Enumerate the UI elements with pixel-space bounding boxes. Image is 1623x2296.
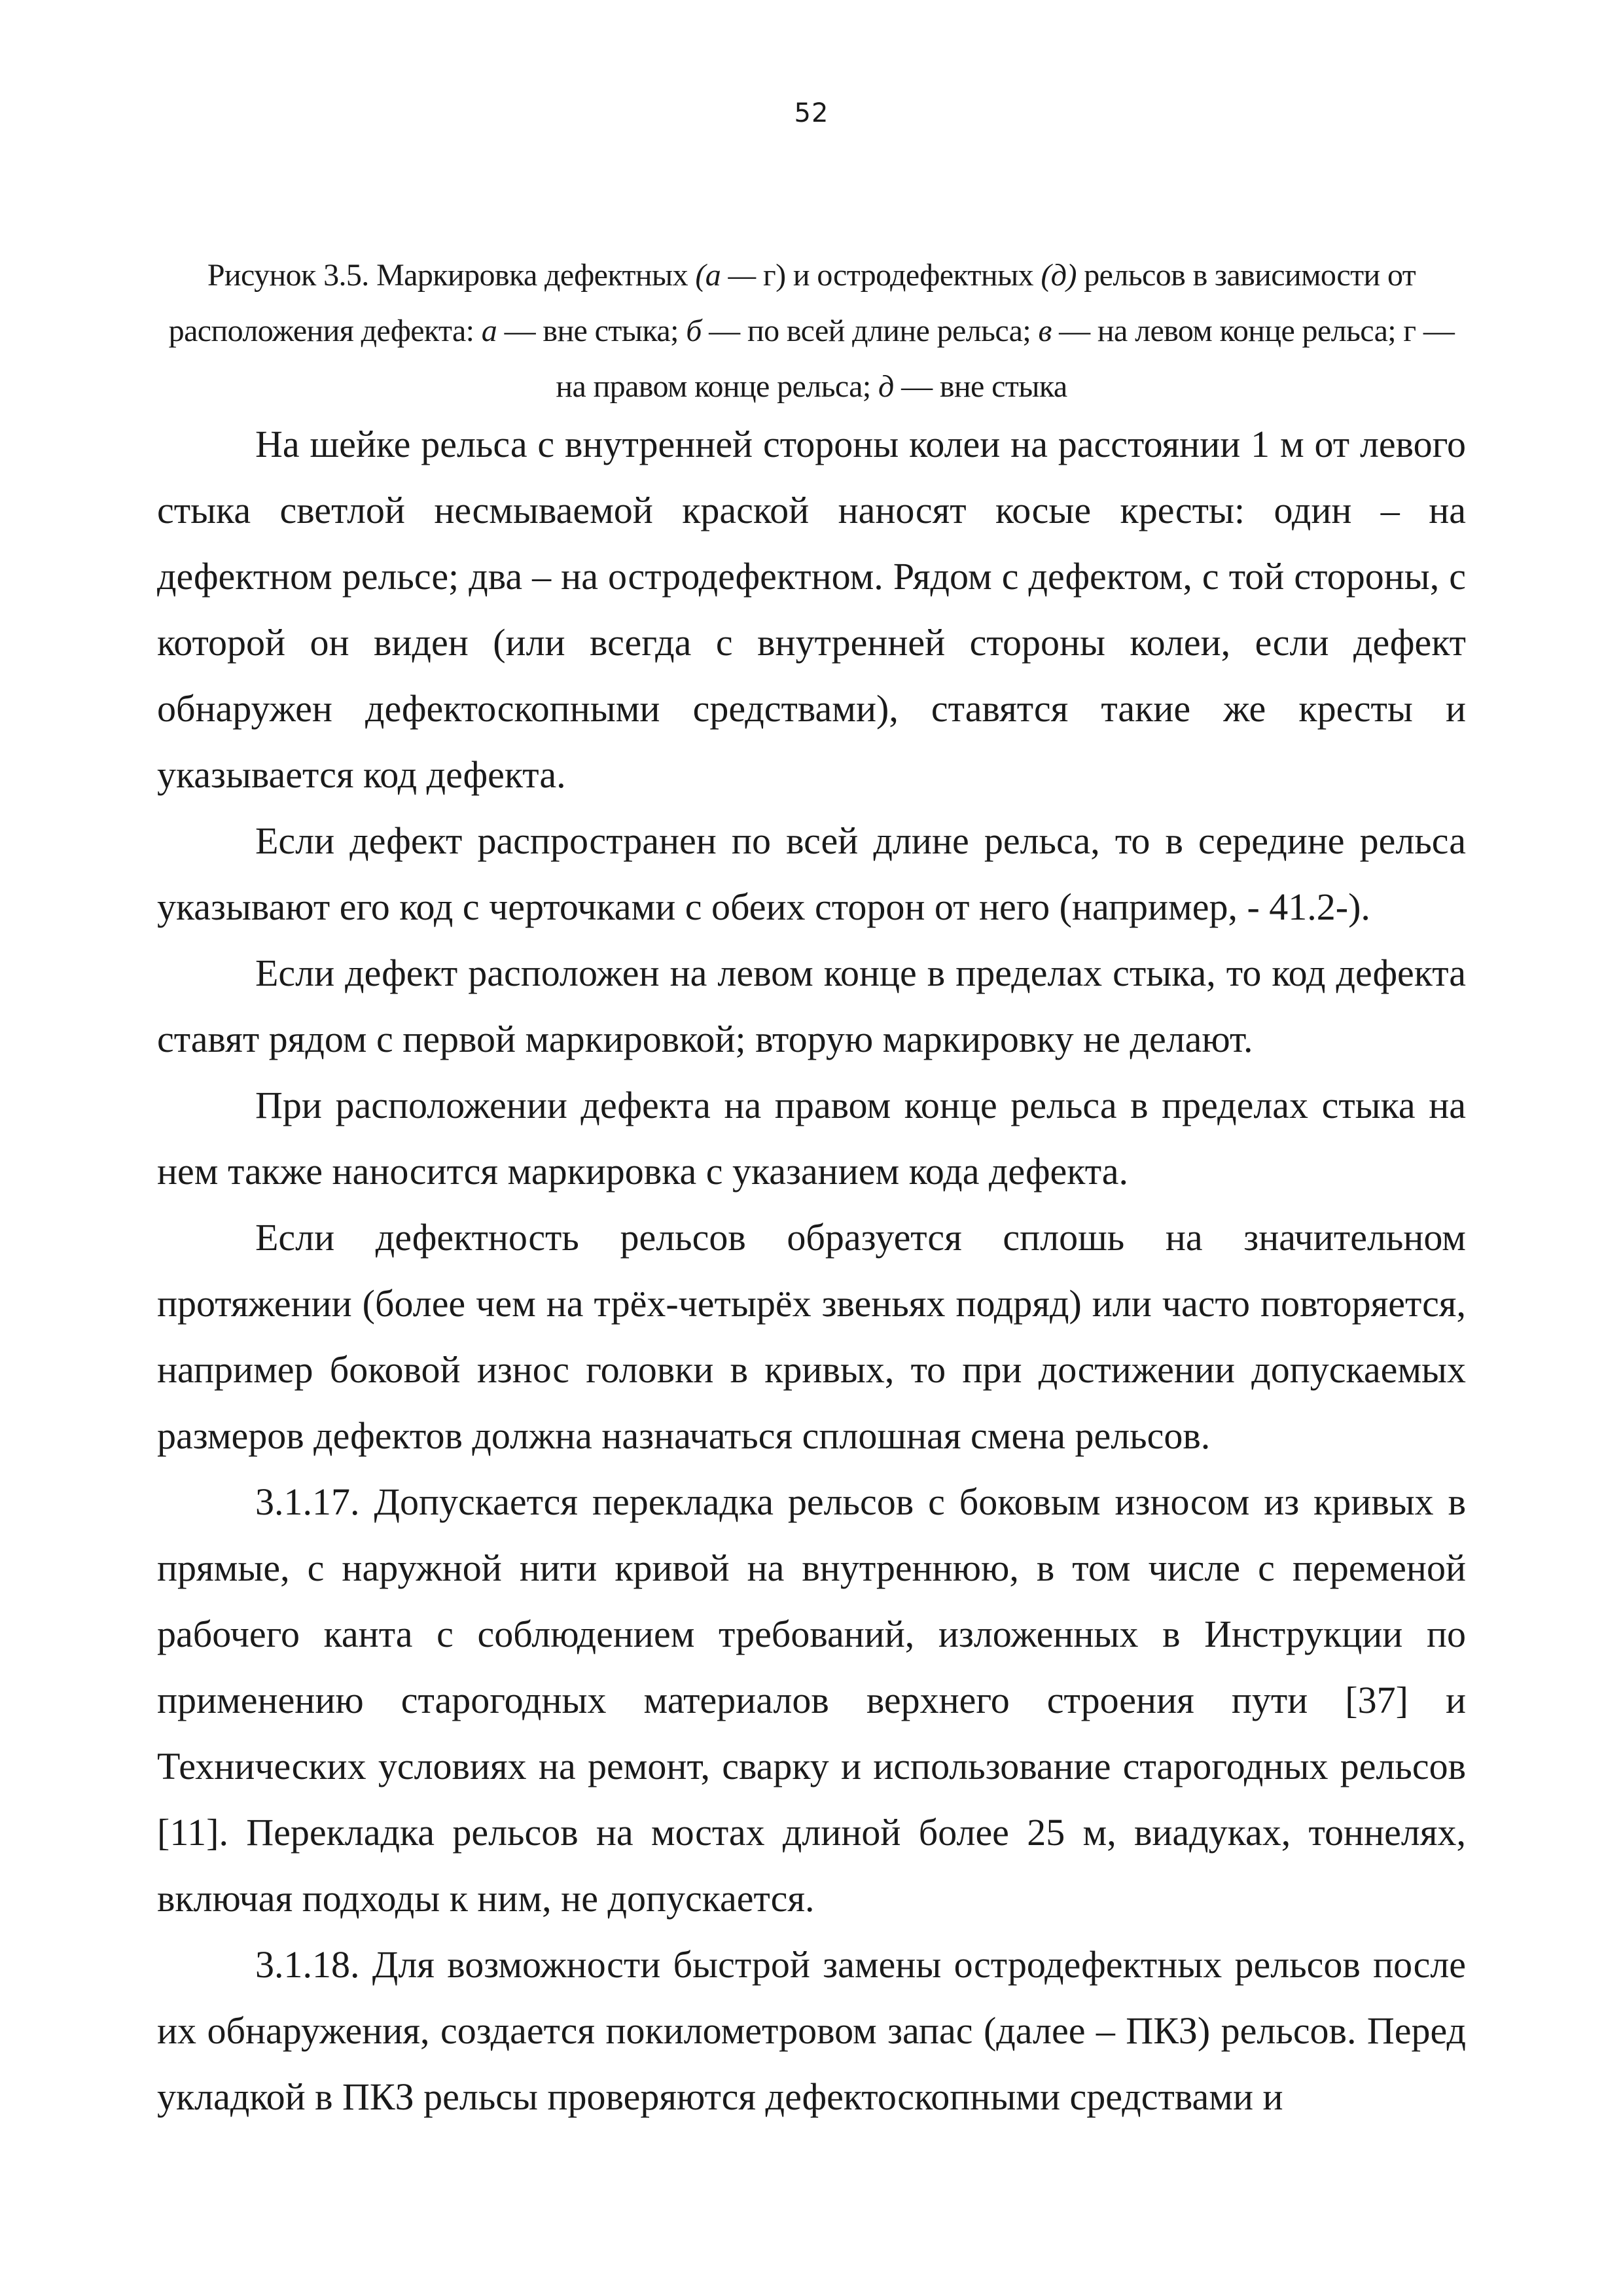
caption-italic: а bbox=[481, 314, 497, 348]
figure-caption bbox=[157, 247, 1466, 414]
caption-part: Рисунок 3.5. Маркировка дефектных bbox=[207, 258, 696, 293]
caption-part: рельсов в зависимости от расположения дефекта: bbox=[168, 258, 1416, 348]
caption-part: — по всей длине рельса; bbox=[701, 314, 1039, 348]
page-number: 52 bbox=[794, 98, 829, 128]
paragraph-right-end-defect: При расположении дефекта на правом конце рельса в пределах стыка на нем также наносится маркировка с указанием кода дефекта. bbox=[157, 1084, 1466, 1193]
paragraph-continuous-replacement: Если дефектность рельсов образуется сплошь на значительном протяжении (более чем на трёх-четырёх звеньях подряд) или часто повторяется, например боковой износ головки в кривых, то при достижении допускаемых размеров дефектов должна назначаться сплошная смена рельсов. bbox=[157, 1216, 1466, 1457]
caption-part: — на левом конце рельса; г — на правом конце рельса; bbox=[556, 314, 1455, 404]
caption-italic: (а — bbox=[695, 258, 764, 293]
caption-part: — вне стыка bbox=[893, 369, 1067, 404]
paragraph-full-length-defect: Если дефект распространен по всей длине рельса, то в середине рельса указывают его код с черточками с обеих сторон от него (например, - 41.2-). bbox=[157, 819, 1466, 928]
caption-part: — вне стыка; bbox=[497, 314, 687, 348]
paragraph-left-end-defect: Если дефект расположен на левом конце в пределах стыка, то код дефекта ставят рядом с первой маркировкой; вторую маркировку не делают. bbox=[157, 952, 1466, 1060]
caption-part: г) и остродефектных bbox=[763, 258, 1041, 293]
paragraph-section-3-1-18: 3.1.18. Для возможности быстрой замены остродефектных рельсов после их обнаружения, создается покилометровом запас (далее – ПКЗ) рельсов. Перед укладкой в ПКЗ рельсы проверяются дефектоскопными средствами и bbox=[157, 1943, 1466, 2118]
caption-italic: (д) bbox=[1041, 258, 1077, 293]
caption-italic: в bbox=[1038, 314, 1052, 348]
caption-italic: б bbox=[686, 314, 702, 348]
paragraph-section-3-1-17: 3.1.17. Допускается перекладка рельсов с боковым износом из кривых в прямые, с наружной нити кривой на внутреннюю, в том числе с переменой рабочего канта с соблюдением требований, изложенных в Инструкции по применению старогодных материалов верхнего строения пути [37] и Технических условиях на ремонт, сварку и использование старогодных рельсов [11]. Перекладка рельсов на мостах длиной более 25 м, виадуках, тоннелях, включая подходы к ним, не допускается. bbox=[157, 1480, 1466, 1920]
paragraph-marking-crosses: На шейке рельса с внутренней стороны колеи на расстоянии 1 м от левого стыка светлой несмываемой краской наносят косые кресты: один – на дефектном рельсе; два – на остродефектном. Рядом с дефектом, с той стороны, с которой он виден (или всегда с внутренней стороны колеи, если дефект обнаружен дефектоскопными средствами), ставятся такие же кресты и указывается код дефекта. bbox=[157, 423, 1466, 796]
caption-italic: д bbox=[878, 369, 894, 404]
body-text bbox=[157, 411, 1466, 2130]
